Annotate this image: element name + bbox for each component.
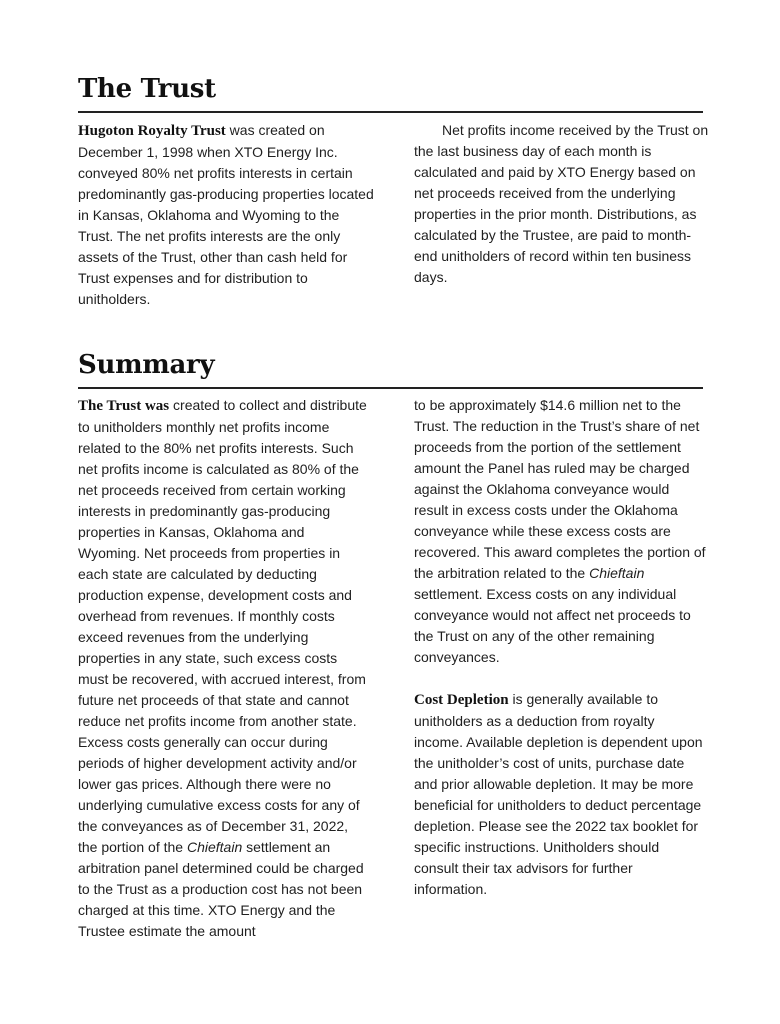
trust-right-paragraph: Net profits income received by the Trust on the last business day of each month is calculated and paid by XTO Energy based on net proceeds received from the underlying properties in the prior month. Distributions, as calculated by the Trustee, are paid to month-end unitholders of record within ten business days. bbox=[414, 122, 709, 285]
summary-left-italic: Chieftain bbox=[186, 839, 243, 855]
summary-right-text-b: settlement. Excess costs on any individual conveyance would not affect net proceeds to the Trust on any of the other remaining conveyances. bbox=[414, 586, 691, 665]
summary-left-paragraph bbox=[78, 395, 370, 942]
trust-right-column bbox=[414, 120, 714, 288]
summary-left-text-b: settlement an arbitration panel determined could be charged to the Trust as a production cost has not been charged at this time. XTO Energy and the Trustee estimate the amount bbox=[78, 839, 364, 939]
summary-heading: Summary bbox=[78, 350, 215, 380]
summary-right-paragraph-1 bbox=[414, 395, 706, 668]
trust-heading: The Trust bbox=[78, 74, 216, 104]
trust-left-column bbox=[78, 120, 378, 310]
cost-depletion-paragraph bbox=[414, 689, 706, 900]
summary-heading-rule bbox=[78, 387, 703, 389]
summary-right-italic: Chieftain bbox=[589, 565, 645, 581]
trust-lead: Hugoton Royalty Trust bbox=[78, 123, 226, 139]
summary-right-column bbox=[414, 395, 706, 900]
summary-left-column bbox=[78, 395, 370, 942]
cost-depletion-text: is generally available to unitholders as a deduction from royalty income. Available depletion is dependent upon the unitholder’s cost of units, purchase date and prior allowable depletion. It may be more beneficial for unitholders to deduct percentage depletion. Please see the 2022 tax booklet for specific instructions. Unitholders should consult their tax advisors for further information. bbox=[414, 691, 703, 897]
trust-heading-rule bbox=[78, 111, 703, 113]
cost-depletion-lead: Cost Depletion bbox=[414, 692, 509, 708]
trust-left-text: was created on December 1, 1998 when XTO Energy Inc. conveyed 80% net profits interests in certain predominantly gas-producing properties located in Kansas, Oklahoma and Wyoming to the Trust. The net profits interests are the only assets of the Trust, other than cash held for Trust expenses and for distribution to unitholders. bbox=[78, 122, 374, 307]
trust-left-paragraph bbox=[78, 120, 378, 310]
summary-right-text-a: to be approximately $14.6 million net to the Trust. The reduction in the Trust’s share of net proceeds from the portion of the settlement amount the Panel has ruled may be charged against the Oklahoma conveyance would result in excess costs under the Oklahoma conveyance while these excess costs are recovered. This award completes the portion of the arbitration related to the bbox=[414, 397, 706, 581]
summary-left-text-a: created to collect and distribute to unitholders monthly net profits income related to the 80% net profits interests. Such net profits income is calculated as 80% of the net proceeds received from certain working interests in predominantly gas-producing properties in Kansas, Oklahoma and Wyoming. Net proceeds from properties in each state are calculated by deducting production expense, development costs and overhead from revenues. If monthly costs exceed revenues from the underlying properties in any state, such excess costs must be recovered, with accrued interest, from future net proceeds of that state and cannot reduce net profits income from another state. Excess costs generally can occur during periods of higher development activity and/or lower gas prices. Although there were no underlying cumulative excess costs for any of the conveyances as of December 31, 2022, the portion of the bbox=[78, 397, 367, 855]
summary-lead: The Trust was bbox=[78, 398, 170, 414]
